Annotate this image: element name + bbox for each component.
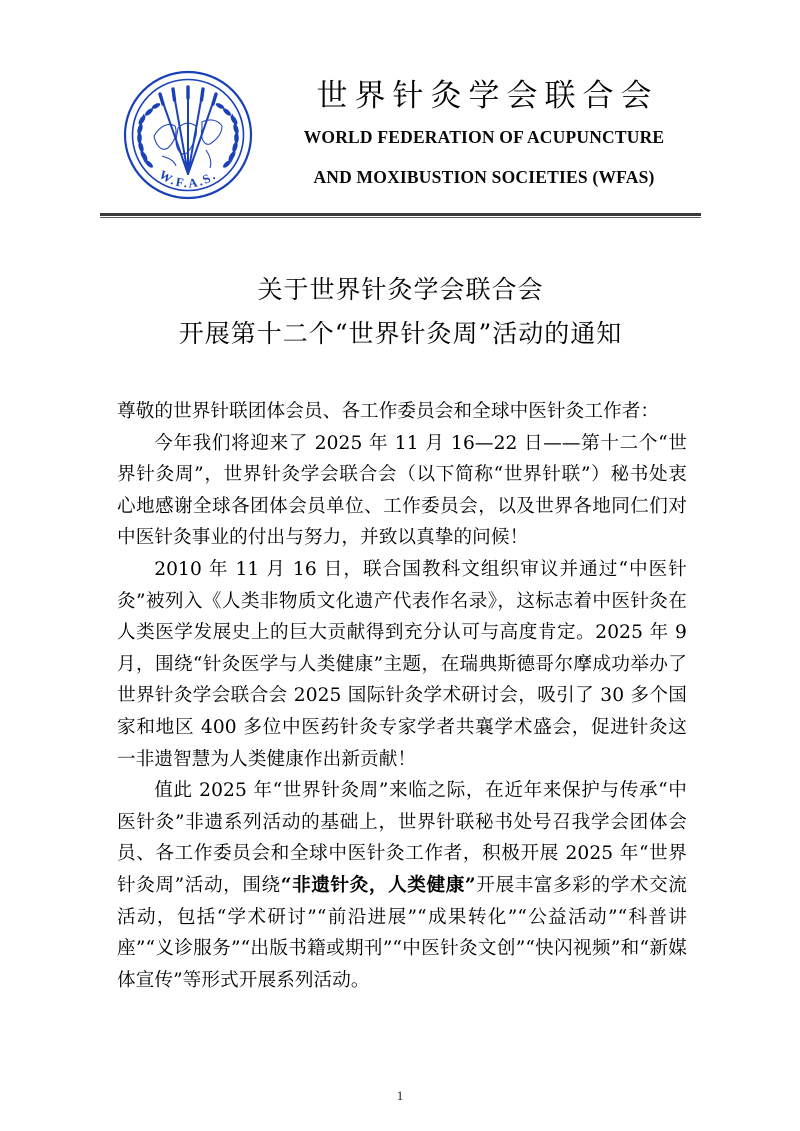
document-title-line1: 关于世界针灸学会联合会 (257, 275, 544, 304)
document-body (117, 396, 687, 996)
organization-names (268, 58, 700, 196)
letterhead-divider-rule (100, 213, 701, 219)
document-title (100, 268, 701, 356)
wfas-emblem-logo-icon (118, 64, 258, 206)
paragraph-3 (117, 775, 687, 996)
paragraph-3-theme-bold: “非遗针灸，人类健康” (280, 874, 476, 896)
divider-thick-line (100, 213, 701, 216)
paragraph-2: 2010 年 11 月 16 日，联合国教科文组织审议并通过“中医针灸”被列入《人类非物质文化遗产代表作名录》，这标志着中医针灸在人类医学发展史上的巨大贡献得到充分认可与高度肯定。2025 年 9 月，围绕“针灸医学与人类健康”主题，在瑞典斯德哥尔摩成功举办了世界针灸学会联合会 2025 国际针灸学术研讨会，吸引了 30 多个国家和地区 400 多位中医药针灸专家学者共襄学术盛会，促进针灸这一非遗智慧为人类健康作出新贡献！ (117, 558, 687, 770)
svg-text:W.F.A.S.: W.F.A.S. (156, 167, 220, 191)
divider-thin-line (100, 217, 701, 218)
document-title-line2: 开展第十二个“世界针灸周”活动的通知 (178, 319, 623, 348)
paragraph-3-prefix: 值此 2025 年“世界针灸周”来临之际，在近年来保护与传承“中医针灸”非遗系列活动的基础上，世界针联秘书处号召我学会团体会员、各工作委员会和全球中医针灸工作者，积极开展 2025 年“世界针灸周”活动，围绕 (117, 780, 687, 896)
paragraph-3-suffix: 开展丰富多彩的学术交流活动，包括“学术研讨”“前沿进展”“成果转化”“公益活动”“科普讲座”“义诊服务”“出版书籍或期刊”“中医针灸文创”“快闪视频”和“新媒体宣传”等形式开展系列活动。 (117, 874, 687, 991)
paragraph-1: 今年我们将迎来了 2025 年 11 月 16—22 日——第十二个“世界针灸周”，世界针灸学会联合会（以下简称“世界针联”）秘书处衷心地感谢全球各团体会员单位、工作委员会，以及世界各地同仁们对中医针灸事业的付出与努力，并致以真挚的问候！ (117, 432, 687, 549)
page-number: 1 (396, 1088, 404, 1103)
org-name-chinese: 世界针灸学会联合会 (316, 78, 659, 114)
org-name-english-line2: AND MOXIBUSTION SOCIETIES (WFAS) (313, 167, 655, 187)
letterhead (100, 58, 700, 210)
salutation: 尊敬的世界针联团体会员、各工作委员会和全球中医针灸工作者： (117, 401, 660, 422)
org-name-english-line1: WORLD FEDERATION OF ACUPUNCTURE (303, 127, 665, 147)
